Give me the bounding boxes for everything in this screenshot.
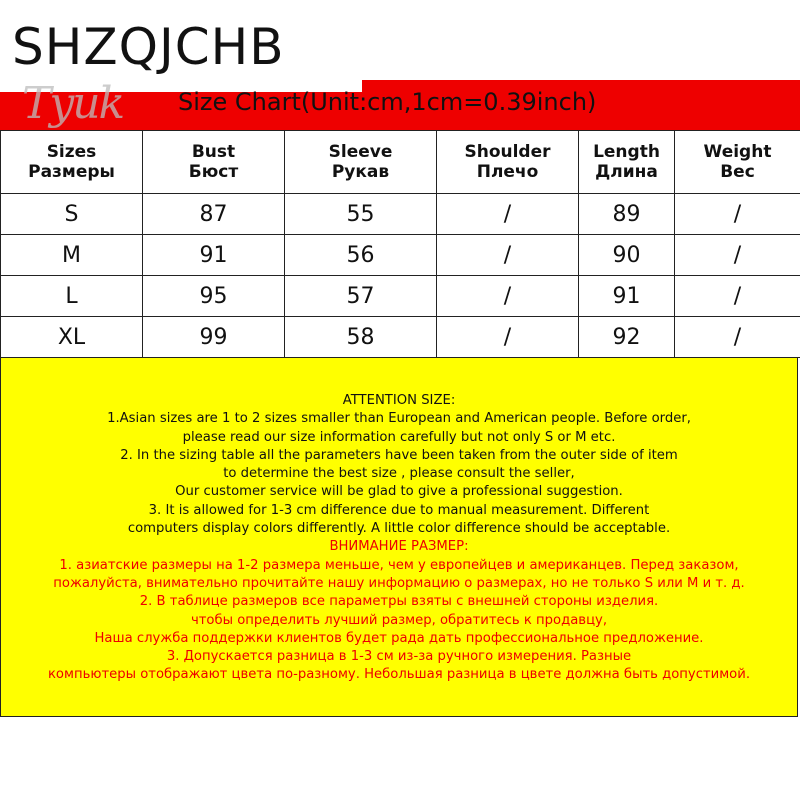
table-cell: / bbox=[675, 194, 800, 235]
table-cell: / bbox=[437, 317, 579, 358]
notice-en-line: 1.Asian sizes are 1 to 2 sizes smaller than European and American people. Before order, bbox=[107, 411, 691, 427]
table-cell: / bbox=[437, 276, 579, 317]
header-sleeve bbox=[285, 131, 437, 194]
notice-en-line: 2. In the sizing table all the parameters have been taken from the outer side of item bbox=[120, 447, 678, 463]
table-cell: / bbox=[437, 235, 579, 276]
header-sizes bbox=[1, 131, 143, 194]
notice-ru-line: Наша служба поддержки клиентов будет рада дать профессиональное предложение. bbox=[94, 630, 704, 646]
table-cell: 56 bbox=[285, 235, 437, 276]
table-cell: / bbox=[675, 235, 800, 276]
table-cell: 57 bbox=[285, 276, 437, 317]
size-chart-title: Size Chart(Unit:cm,1cm=0.39inch) bbox=[178, 88, 597, 116]
header-bust bbox=[143, 131, 285, 194]
header-en: Sleeve bbox=[328, 141, 393, 162]
notice-ru-line: чтобы определить лучший размер, обратитесь к продавцу, bbox=[190, 612, 608, 628]
table-cell: XL bbox=[1, 317, 143, 358]
table-header-row bbox=[1, 131, 800, 194]
table-cell: 91 bbox=[143, 235, 285, 276]
table-row bbox=[1, 235, 800, 276]
brand-logo-text: SHZQJCHB bbox=[12, 18, 285, 76]
table-row bbox=[1, 194, 800, 235]
table-cell: 58 bbox=[285, 317, 437, 358]
table-cell: 95 bbox=[143, 276, 285, 317]
table-cell: / bbox=[675, 276, 800, 317]
table-cell: S bbox=[1, 194, 143, 235]
table-cell: M bbox=[1, 235, 143, 276]
header-en: Weight bbox=[703, 141, 772, 162]
table-cell: 92 bbox=[579, 317, 675, 358]
notice-ru-line: 1. азиатские размеры на 1-2 размера меньше, чем у европейцев и американцев. Перед заказом, bbox=[59, 557, 739, 573]
notice-en-line: please read our size information carefully but not only S or M etc. bbox=[182, 429, 616, 445]
header-ru: Бюст bbox=[188, 162, 239, 182]
header-ru: Длина bbox=[595, 162, 658, 182]
table-cell: 99 bbox=[143, 317, 285, 358]
notice-en-line: 3. It is allowed for 1-3 cm difference due to manual measurement. Different bbox=[148, 502, 650, 518]
header-ru: Рукав bbox=[331, 162, 390, 182]
table-row bbox=[1, 276, 800, 317]
notice-ru-line: 3. Допускается разница в 1-3 см из-за ручного измерения. Разные bbox=[166, 649, 632, 665]
table-cell: / bbox=[675, 317, 800, 358]
header-ru: Плечо bbox=[476, 162, 539, 182]
header-weight bbox=[675, 131, 800, 194]
notice-ru-line: 2. В таблице размеров все параметры взяты с внешней стороны изделия. bbox=[139, 594, 659, 610]
header-length bbox=[579, 131, 675, 194]
attention-notice bbox=[0, 357, 798, 717]
notice-ru-line: ВНИМАНИЕ РАЗМЕР: bbox=[329, 539, 469, 555]
table-cell: 87 bbox=[143, 194, 285, 235]
header-en: Bust bbox=[191, 141, 236, 162]
size-table bbox=[0, 130, 800, 358]
header-ru: Вес bbox=[720, 162, 755, 182]
table-cell: 91 bbox=[579, 276, 675, 317]
header-shoulder bbox=[437, 131, 579, 194]
table-cell: / bbox=[437, 194, 579, 235]
header-en: Length bbox=[593, 141, 660, 162]
notice-en-line: Our customer service will be glad to give a professional suggestion. bbox=[175, 484, 623, 500]
notice-en-line: computers display colors differently. A little color difference should be acceptable. bbox=[127, 521, 671, 537]
table-cell: 89 bbox=[579, 194, 675, 235]
notice-en-line: to determine the best size , please consult the seller, bbox=[223, 466, 575, 482]
table-row bbox=[1, 317, 800, 358]
header-ru: Размеры bbox=[28, 162, 115, 182]
watermark: Tyuk bbox=[22, 78, 124, 129]
notice-en-line: ATTENTION SIZE: bbox=[342, 393, 456, 408]
notice-text-block bbox=[1, 392, 797, 685]
notice-ru-line: пожалуйста, внимательно прочитайте нашу информацию о размерах, но не только S или M и т. д. bbox=[53, 575, 745, 591]
table-cell: L bbox=[1, 276, 143, 317]
header-en: Sizes bbox=[46, 141, 97, 162]
table-cell: 55 bbox=[285, 194, 437, 235]
notice-ru-line: компьютеры отображают цвета по-разному. Небольшая разница в цвете должна быть допустимой. bbox=[47, 667, 751, 683]
table-cell: 90 bbox=[579, 235, 675, 276]
header-en: Shoulder bbox=[464, 141, 551, 162]
